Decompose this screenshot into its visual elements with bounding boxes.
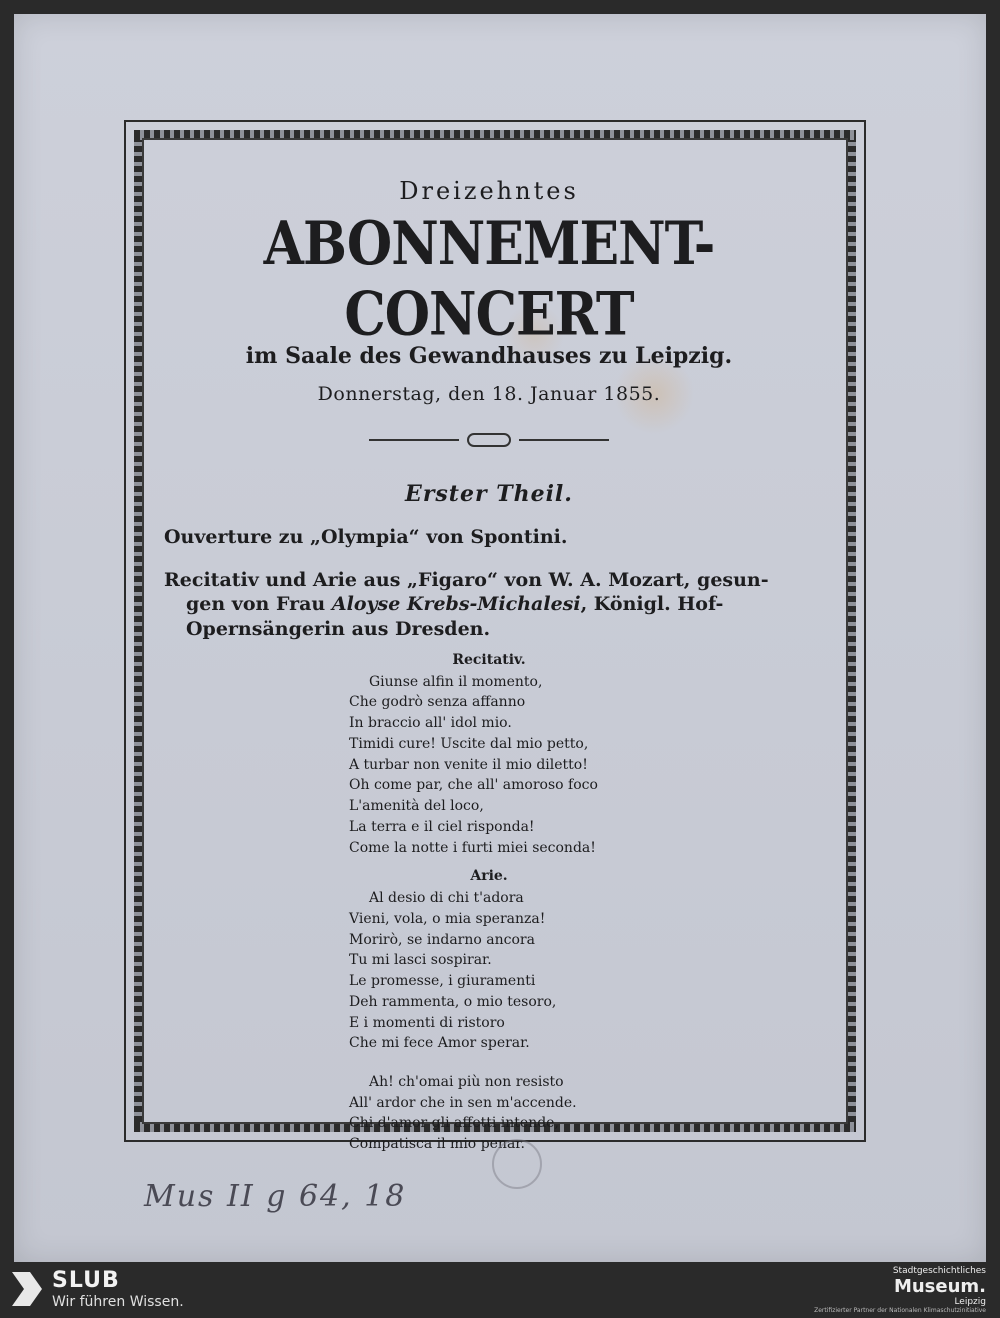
divider-line bbox=[519, 439, 609, 441]
verse-line: Che mi fece Amor sperar. bbox=[349, 1035, 530, 1052]
verse-line: Timidi cure! Uscite dal mio petto, bbox=[349, 735, 589, 752]
verse-line: All' ardor che in sen m'accende. bbox=[349, 1094, 577, 1111]
museum-name: Museum. bbox=[893, 1276, 986, 1297]
verse-line: Morirò, se indarno ancora bbox=[349, 931, 535, 948]
recitativ-text bbox=[349, 672, 834, 858]
aria-line-2 bbox=[164, 592, 826, 617]
program-item-overture: Ouverture zu „Olympia“ von Spontini. bbox=[164, 526, 568, 548]
verse-line: Come la notte i furti miei seconda! bbox=[349, 839, 596, 856]
verse-line: Vieni, vola, o mia speranza! bbox=[349, 910, 546, 927]
verse-line: A turbar non venite il mio diletto! bbox=[349, 756, 588, 773]
library-tagline: Wir führen Wissen. bbox=[52, 1294, 184, 1310]
aria-text: , Königl. Hof- bbox=[580, 593, 724, 616]
program-item-aria bbox=[144, 568, 834, 642]
section-heading: Erster Theil. bbox=[405, 481, 573, 507]
library-name[interactable]: SLUB bbox=[52, 1268, 120, 1293]
verse-line: Tu mi lasci sospirar. bbox=[349, 952, 492, 969]
aria-line-1: Recitativ und Arie aus „Figaro“ von W. A. Mozart, gesun- bbox=[164, 568, 769, 591]
concert-date: Donnerstag, den 18. Januar 1855. bbox=[317, 383, 661, 405]
verse-line: In braccio all' idol mio. bbox=[349, 715, 512, 732]
verse-line: E i momenti di ristoro bbox=[349, 1014, 505, 1031]
aria-text: gen von Frau bbox=[186, 593, 326, 616]
slub-logo-icon[interactable] bbox=[12, 1272, 42, 1306]
viewer-footer bbox=[0, 1262, 1000, 1318]
ornamental-divider bbox=[144, 433, 834, 447]
divider-line bbox=[369, 439, 459, 441]
verse-line: Ah! ch'omai più non resisto bbox=[369, 1073, 564, 1090]
stanza-gap bbox=[144, 1054, 834, 1068]
verse-line: Giunse alfin il momento, bbox=[369, 673, 543, 690]
arie-label: Arie. bbox=[470, 868, 508, 885]
concert-title: ABONNEMENT-CONCERT bbox=[263, 209, 715, 350]
verse-line: Che godrò senza affanno bbox=[349, 694, 526, 711]
aria-line-3: Opernsängerin aus Dresden. bbox=[186, 618, 491, 641]
verse-line: Compatisca il mio penar. bbox=[349, 1136, 525, 1153]
venue: im Saale des Gewandhauses zu Leipzig. bbox=[245, 343, 733, 369]
verse-line: Al desio di chi t'adora bbox=[369, 890, 524, 907]
poster-sheet bbox=[14, 14, 986, 1262]
verse-line: La terra e il ciel risponda! bbox=[349, 818, 535, 835]
divider-ornament bbox=[467, 433, 511, 447]
museum-super: Stadtgeschichtliches bbox=[892, 1266, 986, 1276]
poster-content bbox=[144, 169, 834, 1155]
library-stamp bbox=[492, 1139, 542, 1189]
verse-line: Le promesse, i giuramenti bbox=[349, 973, 536, 990]
handwritten-shelfmark: Mus II g 64, 18 bbox=[144, 1179, 407, 1214]
museum-certification: Zertifizierter Partner der Nationalen Klimaschutzinitiative bbox=[814, 1307, 986, 1314]
verse-line: Oh come par, che all' amoroso foco bbox=[349, 777, 598, 794]
arie-stanza-1 bbox=[349, 888, 834, 1054]
concert-number: Dreizehntes bbox=[399, 177, 579, 205]
arie-stanza-2 bbox=[349, 1072, 834, 1155]
museum-logo[interactable] bbox=[814, 1266, 986, 1314]
verse-line: Chi d'amor gli affetti intende, bbox=[349, 1115, 559, 1132]
verse-line: L'amenità del loco, bbox=[349, 798, 484, 815]
singer-name: Aloyse Krebs-Michalesi bbox=[331, 593, 581, 616]
museum-city: Leipzig bbox=[954, 1297, 986, 1307]
recitativ-label: Recitativ. bbox=[452, 651, 526, 668]
verse-line: Deh rammenta, o mio tesoro, bbox=[349, 993, 557, 1010]
